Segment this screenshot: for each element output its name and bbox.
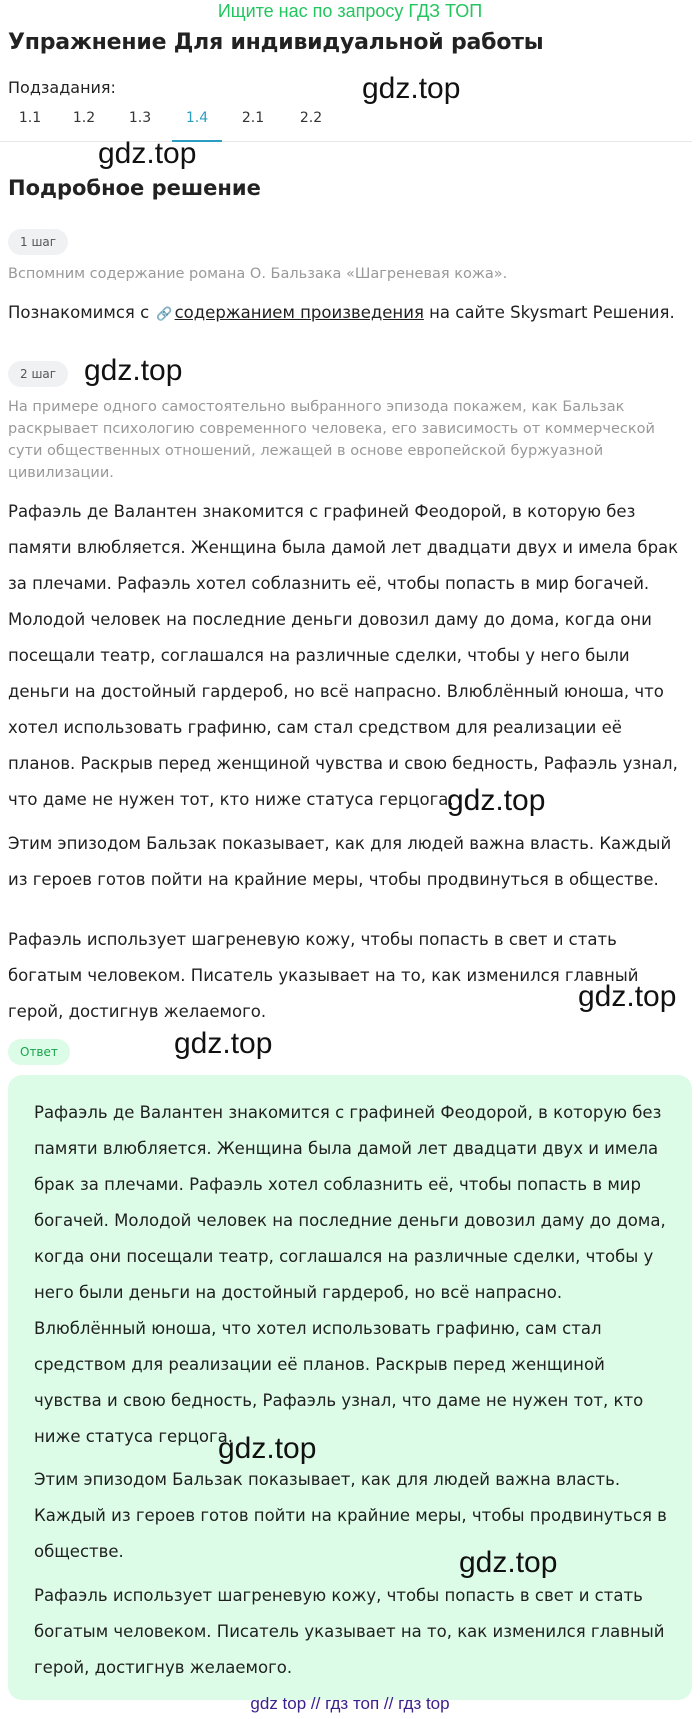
answer-badge: Ответ bbox=[8, 1039, 70, 1065]
step-1-text-before: Познакомимся с bbox=[8, 303, 150, 322]
watermark: gdz.top bbox=[362, 72, 461, 105]
step-1-hint: Вспомним содержание романа О. Бальзака «Шагреневая кожа». bbox=[8, 266, 508, 282]
step-1-text-after: на сайте Skysmart Решения. bbox=[429, 303, 675, 322]
link-icon: 🔗 bbox=[156, 307, 173, 322]
step-2-paragraph-1: Рафаэль де Валантен знакомится с графиней Феодорой, в которую без памяти влюбляется. Женщина была дамой лет двадцати двух и имела брак за плечами. Рафаэль хотел соблазнить её, чтобы попасть в мир богачей. Молодой человек на последние деньги довозил даму до дома, когда они посещали театр, соглашался на различные сделки, чтобы у него были деньги на достойный гардероб, но всё напрасно. Влюблённый юноша, что хотел использовать графиню, сам стал средством для реализации её планов. Раскрыв перед женщиной чувства и свою бедность, Рафаэль узнал, что даме не нужен тот, кто ниже статуса герцога. bbox=[8, 502, 679, 809]
watermark: gdz.top bbox=[578, 980, 677, 1013]
tab-2-1[interactable]: 2.1 bbox=[241, 110, 265, 126]
watermark: gdz.top bbox=[84, 354, 183, 387]
watermark: gdz.top bbox=[447, 784, 546, 817]
watermark: gdz.top bbox=[459, 1546, 558, 1579]
watermark: gdz.top bbox=[174, 1027, 273, 1060]
footer-links: gdz top // гдз топ // гдз top bbox=[250, 1694, 450, 1713]
step-2-hint: На примере одного самостоятельно выбранного эпизода покажем, как Бальзак раскрывает психологию современного человека, его зависимость от коммерческой сути общественных отношений, лежащей в основе европейской буржуазной цивилизации. bbox=[8, 399, 655, 481]
answer-paragraph-1: Рафаэль де Валантен знакомится с графиней Феодорой, в которую без памяти влюбляется. Женщина была дамой лет двадцати двух и имела брак за плечами. Рафаэль хотел соблазнить её, чтобы попасть в мир богачей. Молодой человек на последние деньги довозил даму до дома, когда они посещали театр, соглашался на различные сделки, чтобы у него были деньги на достойный гардероб, но всё напрасно. Влюблённый юноша, что хотел использовать графиню, сам стал средством для реализации её планов. Раскрыв перед женщиной чувства и свою бедность, Рафаэль узнал, что даме не нужен тот, кто ниже статуса герцога. bbox=[34, 1103, 666, 1446]
watermark: gdz.top bbox=[98, 137, 197, 170]
step-2-paragraph-3: Рафаэль использует шагреневую кожу, чтобы попасть в свет и стать богатым человеком. Писатель указывает на то, как изменился главный герой, достигнув желаемого. bbox=[8, 930, 639, 1021]
search-banner: Ищите нас по запросу ГДЗ ТОП bbox=[217, 1, 483, 21]
tab-2-2[interactable]: 2.2 bbox=[299, 110, 323, 126]
tab-1-2[interactable]: 1.2 bbox=[72, 110, 96, 126]
solution-title: Подробное решение bbox=[8, 176, 261, 200]
step-2-badge: 2 шаг bbox=[8, 361, 68, 387]
answer-paragraph-2: Этим эпизодом Бальзак показывает, как для людей важна власть. Каждый из героев готов пойти на крайние меры, чтобы продвинуться в обществе. bbox=[34, 1470, 667, 1561]
step-2-paragraph-2: Этим эпизодом Бальзак показывает, как для людей важна власть. Каждый из героев готов пойти на крайние меры, чтобы продвинуться в обществе. bbox=[8, 834, 672, 889]
tab-1-1[interactable]: 1.1 bbox=[18, 110, 42, 126]
page-title: Упражнение Для индивидуальной работы bbox=[8, 30, 544, 55]
step-1-badge: 1 шаг bbox=[8, 229, 68, 255]
subtasks-label: Подзадания: bbox=[8, 78, 116, 97]
tab-1-4[interactable]: 1.4 bbox=[172, 110, 222, 142]
answer-paragraph-3: Рафаэль использует шагреневую кожу, чтобы попасть в свет и стать богатым человеком. Писатель указывает на то, как изменился главный герой, достигнув желаемого. bbox=[34, 1586, 665, 1677]
tab-1-3[interactable]: 1.3 bbox=[128, 110, 152, 126]
watermark: gdz.top bbox=[218, 1432, 317, 1465]
content-link[interactable]: содержанием произведения bbox=[174, 303, 424, 322]
step-1-text bbox=[8, 300, 675, 328]
